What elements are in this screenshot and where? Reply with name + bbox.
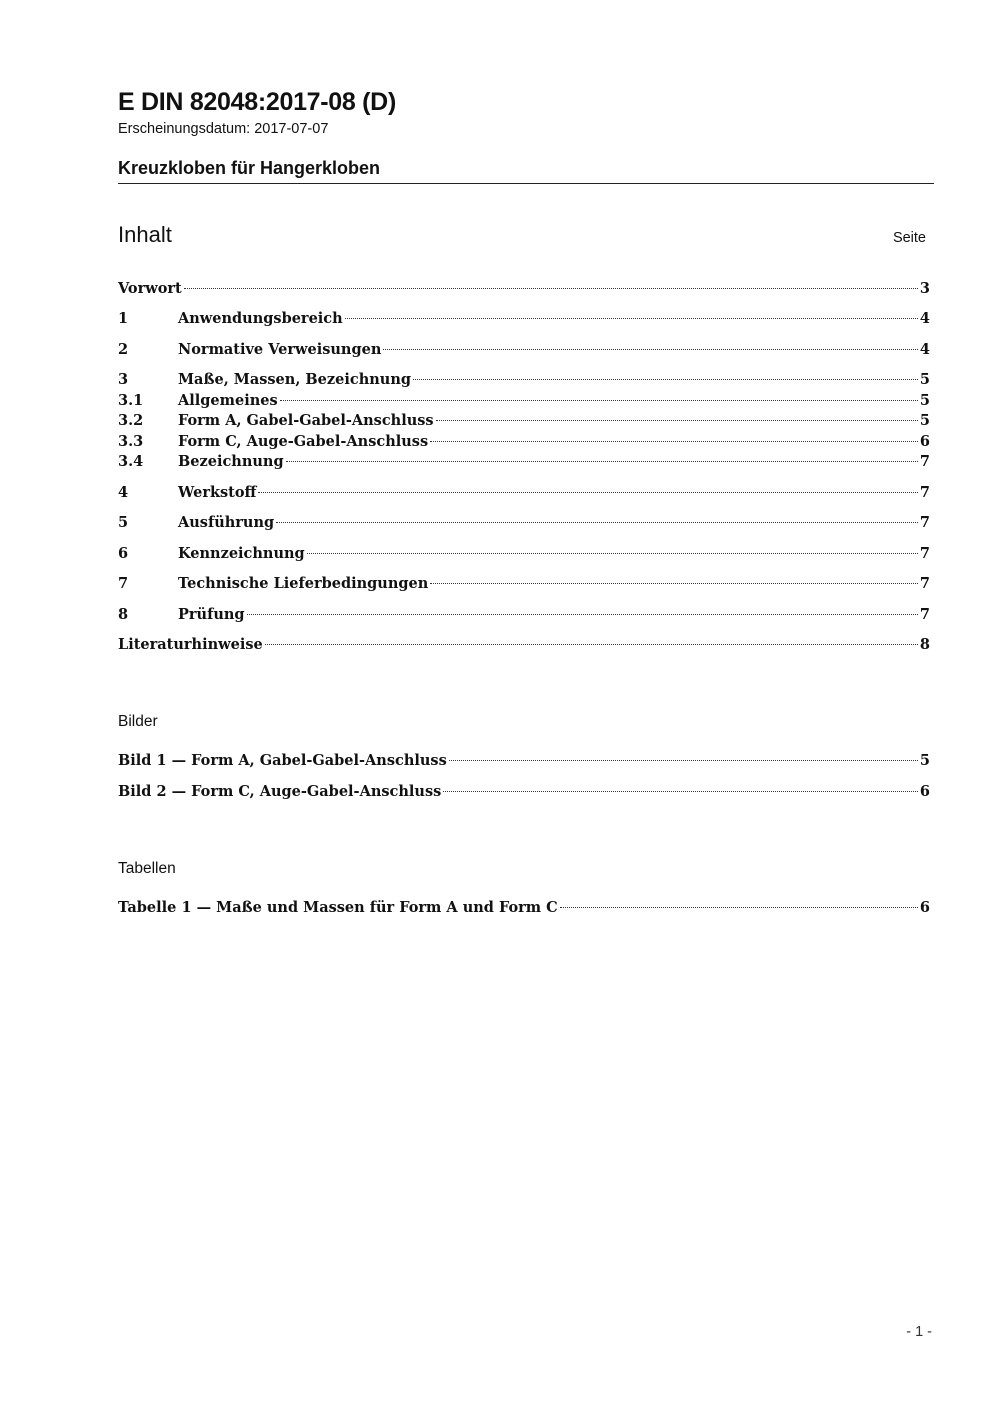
publication-date: Erscheinungsdatum: 2017-07-07	[118, 121, 329, 137]
toc-entry-page: 7	[919, 453, 930, 470]
toc-entry[interactable]	[118, 341, 930, 361]
toc-entry[interactable]	[118, 606, 930, 626]
figure-entry-label: Bild 2 — Form C, Auge-Gabel-Anschluss	[118, 783, 442, 800]
toc-entry-page: 5	[919, 412, 930, 429]
toc-entry-number: 3	[118, 371, 129, 388]
dot-leader	[345, 318, 918, 319]
title-rule	[118, 183, 934, 184]
toc-entry-number: 3.4	[118, 453, 144, 470]
toc-entry-label: Prüfung	[178, 606, 245, 623]
toc-entry-label: Bezeichnung	[178, 453, 284, 470]
toc-entry[interactable]	[118, 484, 930, 504]
toc-entry-number: 1	[118, 310, 129, 327]
toc-entry-number: 3.3	[118, 433, 144, 450]
toc-entry[interactable]	[118, 392, 930, 412]
toc-entry[interactable]	[118, 453, 930, 473]
toc-entry-page: 7	[919, 575, 930, 592]
dot-leader	[286, 461, 918, 462]
toc-entry[interactable]	[118, 433, 930, 453]
dot-leader	[258, 492, 917, 493]
dot-leader	[560, 907, 918, 908]
toc-entry[interactable]	[118, 371, 930, 391]
dot-leader	[280, 400, 918, 401]
toc-entry-page: 7	[919, 514, 930, 531]
table-entry-label: Tabelle 1 — Maße und Massen für Form A und Form C	[118, 899, 558, 916]
toc-entry-page: 5	[919, 392, 930, 409]
dot-leader	[184, 288, 918, 289]
dot-leader	[430, 441, 918, 442]
toc-entry-label: Form A, Gabel-Gabel-Anschluss	[178, 412, 434, 429]
toc-entry-label: Werkstoff	[178, 484, 257, 501]
figure-entry-label: Bild 1 — Form A, Gabel-Gabel-Anschluss	[118, 752, 447, 769]
toc-entry[interactable]	[118, 412, 930, 432]
toc-heading: Inhalt	[118, 222, 172, 247]
toc-entry-number: 7	[118, 575, 129, 592]
document-id: E DIN 82048:2017-08 (D)	[118, 88, 396, 116]
toc-entry[interactable]	[118, 310, 930, 330]
dot-leader	[276, 522, 918, 523]
document-title: Kreuzkloben für Hangerkloben	[118, 158, 381, 178]
toc-entry-label: Form C, Auge-Gabel-Anschluss	[178, 433, 429, 450]
toc-entry-number: 2	[118, 341, 129, 358]
dot-leader	[443, 791, 918, 792]
dot-leader	[449, 760, 918, 761]
toc-entry-number: 3.2	[118, 412, 144, 429]
toc-entry[interactable]	[118, 280, 930, 300]
toc-entry-page: 8	[919, 636, 930, 653]
toc-entry-label: Allgemeines	[178, 392, 278, 409]
toc-entry-number: 3.1	[118, 392, 144, 409]
toc-entry-number: 4	[118, 484, 129, 501]
dot-leader	[430, 583, 918, 584]
toc-entry-label: Technische Lieferbedingungen	[178, 575, 429, 592]
figure-entry-page: 5	[919, 752, 930, 769]
dot-leader	[307, 553, 918, 554]
table-entry[interactable]	[118, 899, 930, 919]
dot-leader	[436, 420, 918, 421]
toc-entry-page: 5	[919, 371, 930, 388]
toc-entry-number: 6	[118, 545, 129, 562]
toc-entry[interactable]	[118, 545, 930, 565]
dot-leader	[247, 614, 918, 615]
toc-entry-page: 4	[919, 310, 930, 327]
toc-entry-number: 5	[118, 514, 129, 531]
toc-entry-page: 6	[919, 433, 930, 450]
toc-entry-label: Kennzeichnung	[178, 545, 305, 562]
toc-entry-number: 8	[118, 606, 129, 623]
toc-entry-label: Normative Verweisungen	[178, 341, 382, 358]
dot-leader	[265, 644, 918, 645]
dot-leader	[383, 349, 918, 350]
figure-entry[interactable]	[118, 783, 930, 803]
toc-entry-label: Anwendungsbereich	[178, 310, 343, 327]
dot-leader	[413, 379, 918, 380]
toc-entry-page: 4	[919, 341, 930, 358]
toc-entry[interactable]	[118, 514, 930, 534]
tables-heading: Tabellen	[118, 860, 176, 877]
toc-entry[interactable]	[118, 575, 930, 595]
toc-entry-label: Vorwort	[118, 280, 182, 297]
figures-heading: Bilder	[118, 713, 158, 730]
toc-entry-label: Ausführung	[178, 514, 275, 531]
toc-entry-page: 7	[919, 606, 930, 623]
toc-entry[interactable]	[118, 636, 930, 656]
page-column-label: Seite	[892, 230, 926, 246]
toc-entry-page: 7	[919, 545, 930, 562]
toc-entry-label: Maße, Massen, Bezeichnung	[178, 371, 412, 388]
page-number: - 1 -	[906, 1324, 932, 1340]
table-entry-page: 6	[919, 899, 930, 916]
toc-entry-page: 7	[919, 484, 930, 501]
toc-entry-page: 3	[919, 280, 930, 297]
figure-entry-page: 6	[919, 783, 930, 800]
figure-entry[interactable]	[118, 752, 930, 772]
toc-entry-label: Literaturhinweise	[118, 636, 263, 653]
